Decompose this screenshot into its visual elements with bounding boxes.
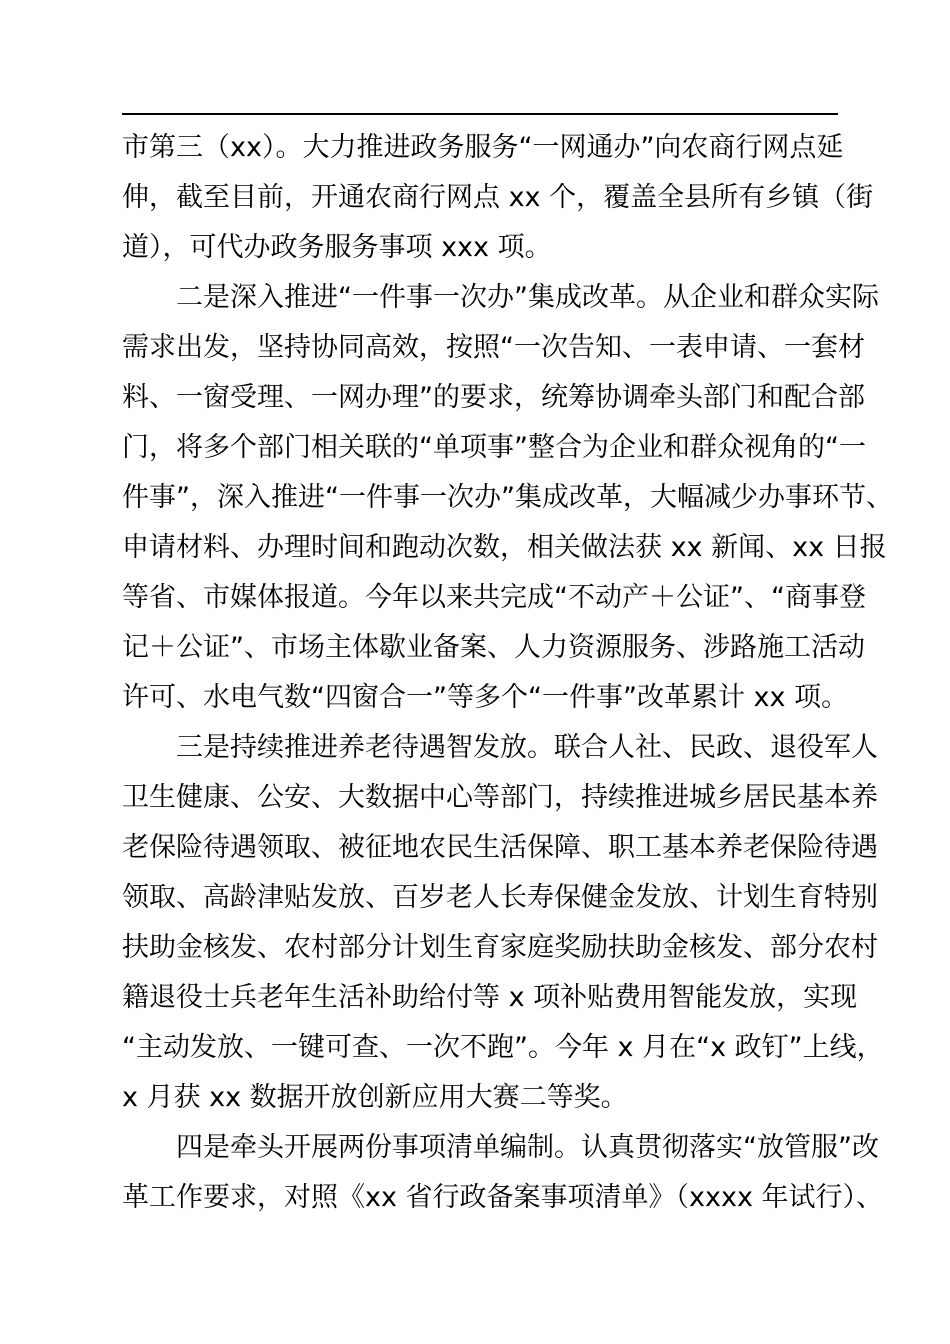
- text-line: 料、一窗受理、一网办理”的要求，统筹协调牵头部门和配合部: [122, 382, 865, 413]
- text-line: 等省、市媒体报道。今年以来共完成“不动产＋公证”、“商事登: [122, 582, 866, 613]
- text-line: 老保险待遇领取、被征地农民生活保障、职工基本养老保险待遇: [122, 832, 878, 863]
- text-line: 许可、水电气数“四窗合一”等多个“一件事”改革累计 xx 项。: [122, 682, 849, 713]
- text-line: 卫生健康、公安、大数据中心等部门，持续推进城乡居民基本养: [122, 782, 878, 813]
- text-line: x 月获 xx 数据开放创新应用大赛二等奖。: [122, 1082, 628, 1113]
- text-line: 记＋公证”、市场主体歇业备案、人力资源服务、涉路施工活动: [122, 632, 865, 663]
- text-line: 领取、高龄津贴发放、百岁老人长寿保健金发放、计划生育特别: [122, 882, 878, 913]
- text-line: 革工作要求，对照《xx 省行政备案事项清单》（xxxx 年试行）、: [122, 1182, 884, 1213]
- paragraph-start-line: 三是持续推进养老待遇智发放。联合人社、民政、退役军人: [176, 732, 878, 763]
- text-line: 申请材料、办理时间和跑动次数，相关做法获 xx 新闻、xx 日报: [122, 532, 887, 563]
- document-body: [122, 123, 893, 1223]
- text-line: 伸，截至目前，开通农商行网点 xx 个，覆盖全县所有乡镇（街: [122, 182, 874, 213]
- text-line: 道），可代办政务服务事项 xxx 项。: [122, 232, 552, 263]
- text-line: 需求出发，坚持协同高效，按照“一次告知、一表申请、一套材: [122, 332, 865, 363]
- header-rule: [122, 113, 838, 115]
- paragraph-start-line: 二是深入推进“一件事一次办”集成改革。从企业和群众实际: [176, 282, 879, 313]
- text-line: “主动发放、一键可查、一次不跑”。今年 x 月在“x 政钉”上线，: [122, 1032, 884, 1063]
- text-line: 扶助金核发、农村部分计划生育家庭奖励扶助金核发、部分农村: [122, 932, 878, 963]
- text-line: 市第三（xx）。大力推进政务服务“一网通办”向农商行网点延: [122, 132, 844, 163]
- text-line: 籍退役士兵老年生活补助给付等 x 项补贴费用智能发放，实现: [122, 982, 858, 1013]
- paragraph-start-line: 四是牵头开展两份事项清单编制。认真贯彻落实“放管服”改: [176, 1132, 879, 1163]
- text-line: 件事”，深入推进“一件事一次办”集成改革，大幅减少办事环节、: [122, 482, 893, 513]
- text-line: 门，将多个部门相关联的“单项事”整合为企业和群众视角的“一: [122, 432, 866, 463]
